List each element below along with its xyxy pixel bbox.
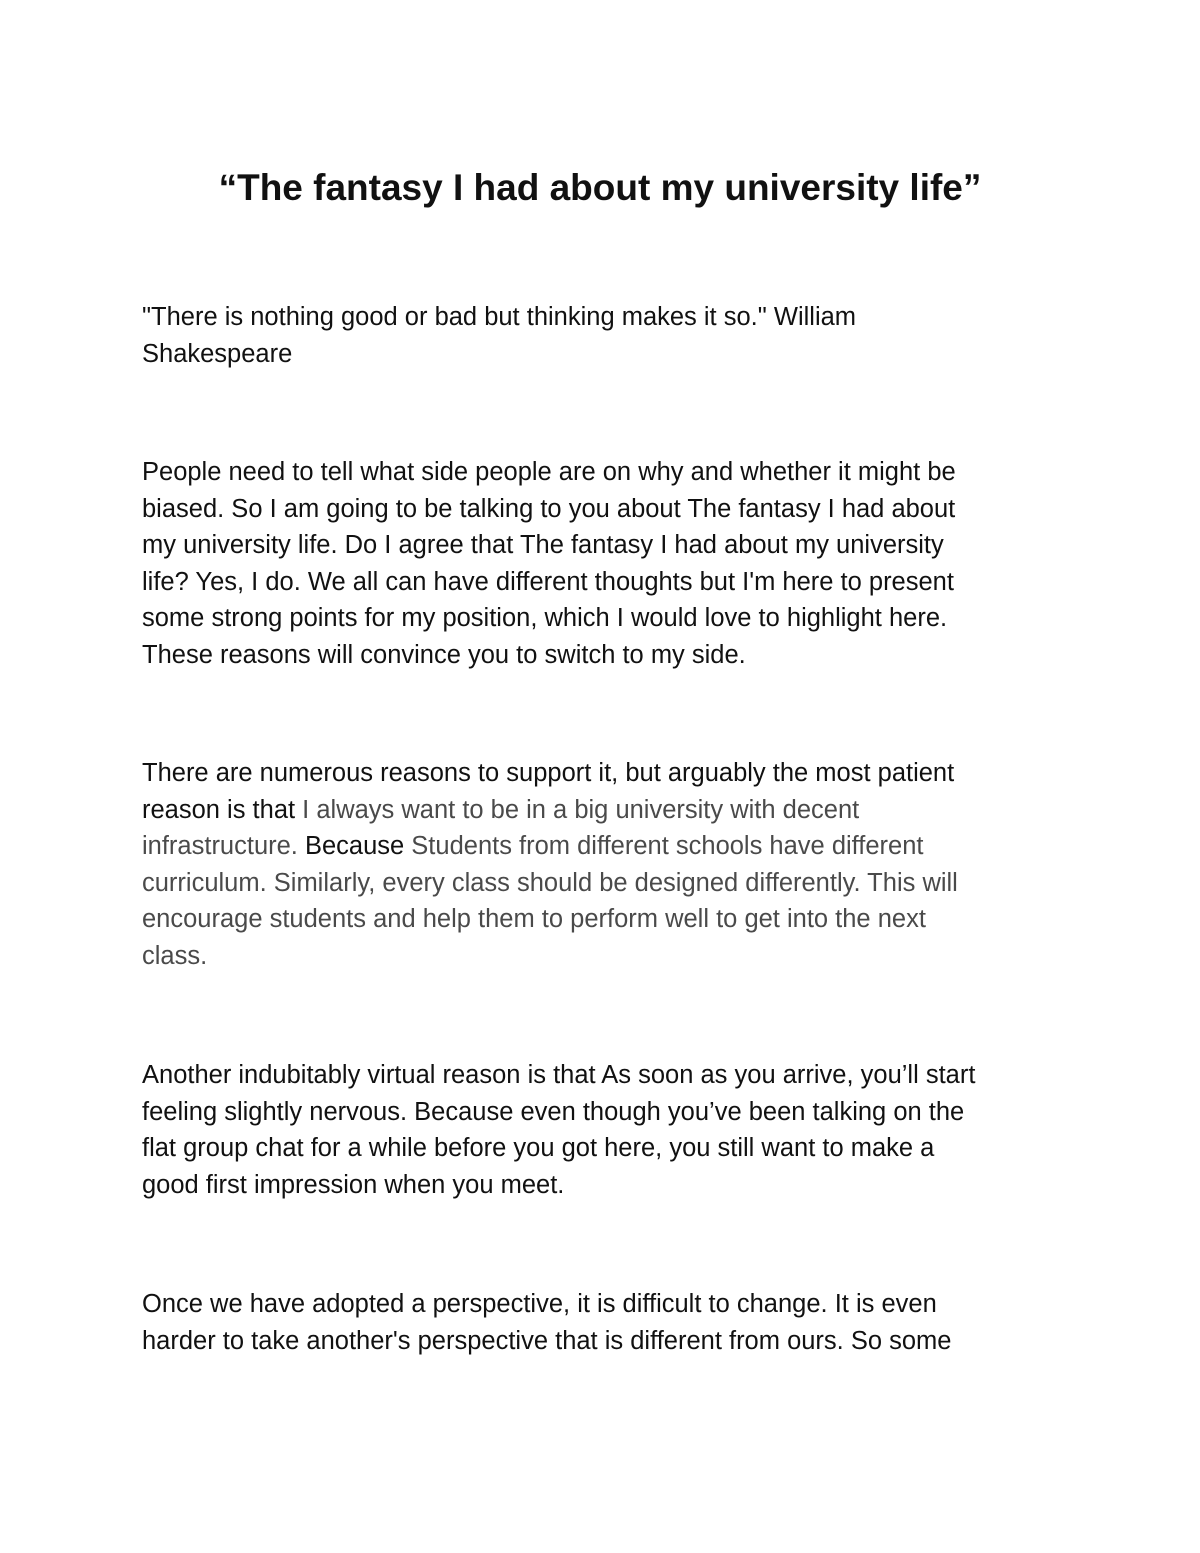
reason2-paragraph [142, 1057, 1072, 1203]
quote-paragraph [142, 299, 1072, 372]
reason2-line: feeling slightly nervous. Because even though you’ve been talking on the [142, 1097, 965, 1126]
closing-line: harder to take another's perspective that is different from ours. So some [142, 1326, 952, 1355]
quote-line: "There is nothing good or bad but thinking makes it so." William [142, 303, 857, 331]
reason1-highlight-text: infrastructure. [142, 832, 298, 860]
closing-line: Once we have adopted a perspective, it is difficult to change. It is even [142, 1290, 937, 1318]
reason1-line: encourage students and help them to perform well to get into the next [142, 905, 926, 933]
reason1-text: reason is that [142, 795, 296, 824]
reason1-paragraph [142, 755, 1072, 974]
reason1-text: Because [297, 832, 405, 860]
intro-line: biased. So I am going to be talking to you about The fantasy I had about [142, 494, 956, 523]
intro-line: some strong points for my position, which I would love to highlight here. [142, 604, 948, 632]
reason1-line [142, 828, 1072, 865]
reason1-line: class. [142, 941, 208, 970]
reason2-line: good first impression when you meet. [142, 1170, 565, 1199]
intro-paragraph [142, 454, 1072, 673]
quote-line: Shakespeare [142, 339, 293, 368]
reason2-line: Another indubitably virtual reason is that As soon as you arrive, you’ll start [142, 1061, 976, 1089]
intro-line: my university life. Do I agree that The fantasy I had about my university [142, 531, 944, 559]
closing-paragraph [142, 1286, 1072, 1359]
intro-line: People need to tell what side people are on why and whether it might be [142, 458, 956, 486]
reason2-line: flat group chat for a while before you got here, you still want to make a [142, 1134, 935, 1162]
intro-line: These reasons will convince you to switch to my side. [142, 640, 746, 669]
reason1-highlight-text: Students from different schools have different [404, 832, 924, 860]
reason1-line: curriculum. Similarly, every class should be designed differently. This will [142, 868, 958, 897]
reason1-highlight-text: I always want to be in a big university with decent [295, 795, 860, 824]
reason1-line: There are numerous reasons to support it, but arguably the most patient [142, 759, 955, 787]
document-title: “The fantasy I had about my university life” [218, 167, 982, 208]
intro-line: life? Yes, I do. We all can have different thoughts but I'm here to present [142, 567, 954, 596]
reason1-line [142, 792, 1072, 829]
